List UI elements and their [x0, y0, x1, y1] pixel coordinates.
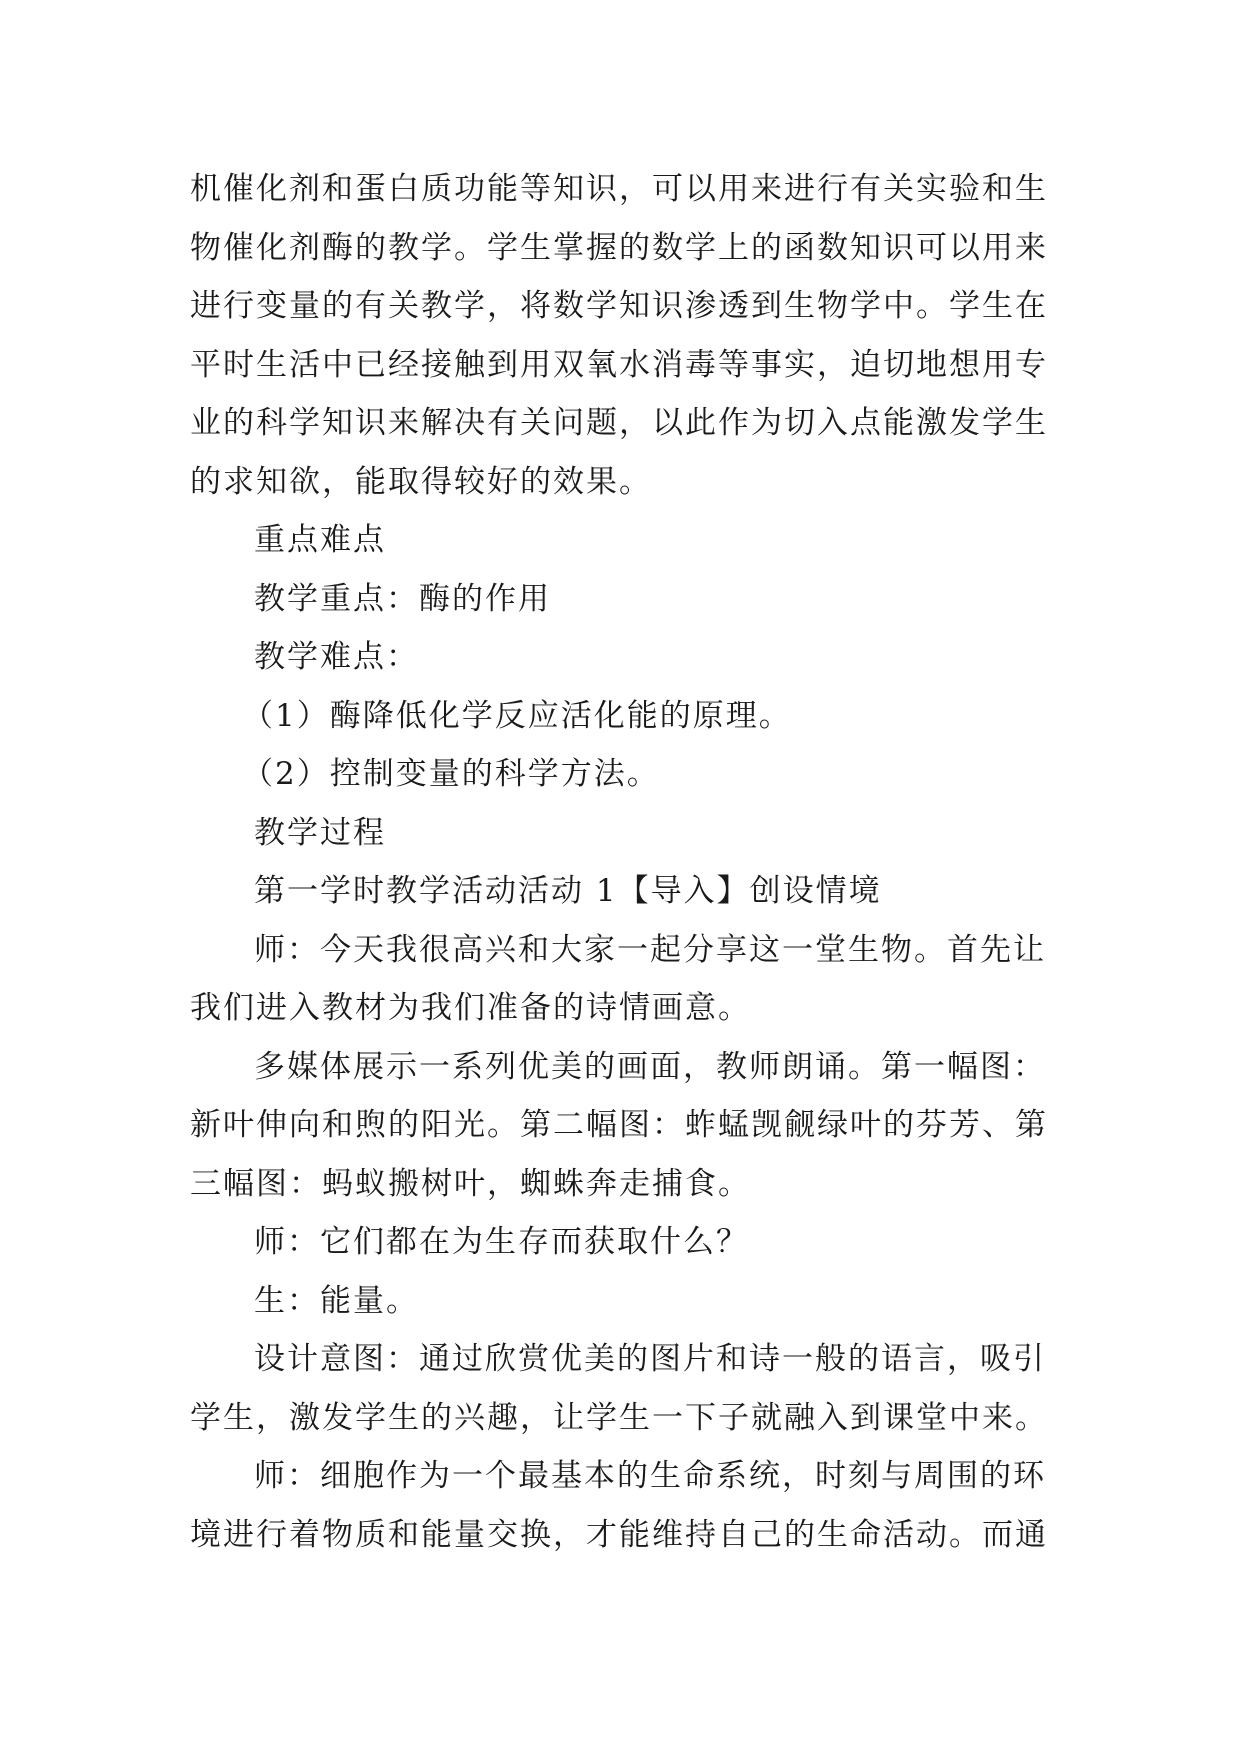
- difficulty-item-1: （1）酶降低化学反应活化能的原理。: [242, 697, 792, 734]
- paragraph-line: 境进行着物质和能量交换，才能维持自己的生命活动。而通: [190, 1516, 1048, 1553]
- teaching-difficulty-line: 教学难点：: [254, 639, 419, 675]
- paragraph-line: 机催化剂和蛋白质功能等知识，可以用来进行有关实验和生: [190, 171, 1048, 207]
- paragraph-line: 平时生活中已经接触到用双氧水消毒等事实，迫切地想用专: [190, 346, 1048, 383]
- paragraph-line: 师：细胞作为一个最基本的生命系统，时刻与周围的环: [254, 1458, 1046, 1494]
- paragraph-line: 学生，激发学生的兴趣，让学生一下子就融入到课堂中来。: [190, 1399, 1048, 1436]
- paragraph-line: 进行变量的有关教学，将数学知识渗透到生物学中。学生在: [190, 288, 1048, 324]
- paragraph-line: 设计意图：通过欣赏优美的图片和诗一般的语言，吸引: [254, 1341, 1046, 1377]
- paragraph-line: 三幅图：蚂蚁搬树叶，蜘蛛奔走捕食。: [190, 1165, 751, 1202]
- paragraph-line: 师：它们都在为生存而获取什么？: [254, 1224, 749, 1260]
- section-heading-key-points: 重点难点: [254, 522, 386, 558]
- paragraph-line: 新叶伸向和煦的阳光。第二幅图：蚱蜢觊觎绿叶的芬芳、第: [190, 1107, 1048, 1143]
- paragraph-line: 生：能量。: [254, 1282, 419, 1319]
- paragraph-line: 多媒体展示一系列优美的画面，教师朗诵。第一幅图：: [254, 1048, 1046, 1085]
- paragraph-line: 师：今天我很高兴和大家一起分享这一堂生物。首先让: [254, 931, 1046, 968]
- paragraph-line: 的求知欲，能取得较好的效果。: [190, 463, 652, 500]
- paragraph-line: 我们进入教材为我们准备的诗情画意。: [190, 990, 751, 1026]
- teaching-focus-line: 教学重点：酶的作用: [254, 580, 551, 617]
- section-heading-teaching-process: 教学过程: [254, 814, 386, 851]
- activity-heading: 第一学时教学活动活动 1【导入】创设情境: [254, 873, 882, 909]
- difficulty-item-2: （2）控制变量的科学方法。: [242, 756, 660, 792]
- paragraph-line: 业的科学知识来解决有关问题，以此作为切入点能激发学生: [190, 405, 1048, 441]
- paragraph-line: 物催化剂酶的教学。学生掌握的数学上的函数知识可以用来: [190, 229, 1048, 266]
- document-body: [190, 160, 1060, 1564]
